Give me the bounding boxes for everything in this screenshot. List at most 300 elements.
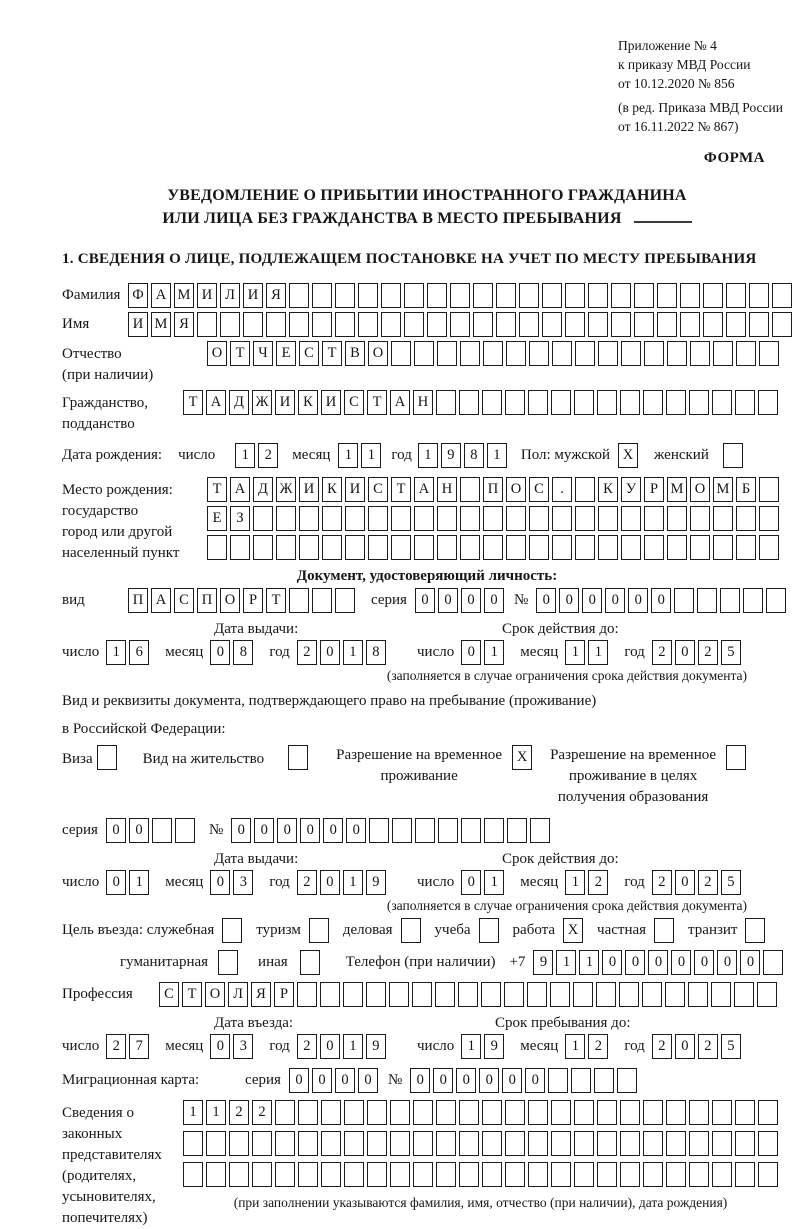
char-cell[interactable] <box>415 818 435 843</box>
char-cell[interactable]: 0 <box>671 950 691 975</box>
char-cell[interactable] <box>690 341 710 366</box>
char-cell[interactable] <box>483 341 503 366</box>
char-cell[interactable] <box>207 535 227 560</box>
char-cell[interactable] <box>414 535 434 560</box>
char-cell[interactable]: И <box>321 390 341 415</box>
char-cell[interactable] <box>391 506 411 531</box>
char-cell[interactable]: М <box>174 283 194 308</box>
char-cell[interactable] <box>598 506 618 531</box>
char-cell[interactable] <box>460 506 480 531</box>
residence-expiry-year-input[interactable] <box>652 870 741 895</box>
char-cell[interactable] <box>528 1131 548 1156</box>
patronymic-input[interactable] <box>207 341 779 366</box>
char-cell[interactable]: 2 <box>652 640 672 665</box>
char-cell[interactable] <box>312 312 332 337</box>
char-cell[interactable] <box>484 818 504 843</box>
char-cell[interactable]: 0 <box>582 588 602 613</box>
purpose-work-checkbox[interactable]: X <box>563 918 583 943</box>
char-cell[interactable] <box>391 341 411 366</box>
char-cell[interactable] <box>312 283 332 308</box>
char-cell[interactable]: Т <box>183 390 203 415</box>
char-cell[interactable]: 0 <box>525 1068 545 1093</box>
char-cell[interactable] <box>643 390 663 415</box>
char-cell[interactable]: Я <box>174 312 194 337</box>
char-cell[interactable] <box>713 506 733 531</box>
residence-number-input[interactable] <box>231 818 550 843</box>
char-cell[interactable]: С <box>368 477 388 502</box>
char-cell[interactable] <box>529 535 549 560</box>
char-cell[interactable]: Т <box>230 341 250 366</box>
char-cell[interactable]: 1 <box>484 870 504 895</box>
char-cell[interactable] <box>505 390 525 415</box>
char-cell[interactable] <box>206 1131 226 1156</box>
char-cell[interactable] <box>450 312 470 337</box>
char-cell[interactable]: К <box>598 477 618 502</box>
migration-series-input[interactable] <box>289 1068 378 1093</box>
char-cell[interactable] <box>667 506 687 531</box>
char-cell[interactable] <box>427 312 447 337</box>
char-cell[interactable] <box>506 535 526 560</box>
char-cell[interactable] <box>642 982 662 1007</box>
char-cell[interactable] <box>460 341 480 366</box>
char-cell[interactable]: 1 <box>484 640 504 665</box>
char-cell[interactable] <box>665 982 685 1007</box>
char-cell[interactable]: 0 <box>717 950 737 975</box>
char-cell[interactable] <box>620 1162 640 1187</box>
char-cell[interactable] <box>412 982 432 1007</box>
char-cell[interactable]: И <box>197 283 217 308</box>
char-cell[interactable] <box>528 390 548 415</box>
char-cell[interactable] <box>505 1162 525 1187</box>
char-cell[interactable] <box>435 982 455 1007</box>
char-cell[interactable]: А <box>390 390 410 415</box>
char-cell[interactable] <box>506 506 526 531</box>
char-cell[interactable] <box>391 535 411 560</box>
char-cell[interactable] <box>644 341 664 366</box>
char-cell[interactable] <box>657 312 677 337</box>
char-cell[interactable] <box>289 312 309 337</box>
birth-place-line1-input[interactable] <box>207 477 779 502</box>
char-cell[interactable]: Д <box>229 390 249 415</box>
char-cell[interactable]: Н <box>437 477 457 502</box>
char-cell[interactable] <box>666 1162 686 1187</box>
char-cell[interactable]: 0 <box>694 950 714 975</box>
stay-month-input[interactable] <box>565 1034 608 1059</box>
char-cell[interactable] <box>460 535 480 560</box>
char-cell[interactable] <box>528 1100 548 1125</box>
char-cell[interactable] <box>711 982 731 1007</box>
char-cell[interactable] <box>152 818 172 843</box>
char-cell[interactable] <box>597 1131 617 1156</box>
birth-day-input[interactable] <box>235 443 278 468</box>
char-cell[interactable]: 0 <box>358 1068 378 1093</box>
char-cell[interactable]: С <box>529 477 549 502</box>
char-cell[interactable]: Л <box>220 283 240 308</box>
sex-female-checkbox[interactable] <box>723 443 743 468</box>
entry-day-input[interactable] <box>106 1034 149 1059</box>
char-cell[interactable]: Я <box>251 982 271 1007</box>
char-cell[interactable]: 1 <box>556 950 576 975</box>
char-cell[interactable]: 5 <box>721 1034 741 1059</box>
char-cell[interactable] <box>772 283 792 308</box>
char-cell[interactable] <box>459 1100 479 1125</box>
char-cell[interactable] <box>680 312 700 337</box>
char-cell[interactable] <box>183 1162 203 1187</box>
char-cell[interactable]: 1 <box>461 1034 481 1059</box>
char-cell[interactable] <box>667 535 687 560</box>
char-cell[interactable] <box>588 312 608 337</box>
char-cell[interactable]: 0 <box>484 588 504 613</box>
char-cell[interactable] <box>404 283 424 308</box>
char-cell[interactable]: 5 <box>721 640 741 665</box>
char-cell[interactable] <box>496 283 516 308</box>
char-cell[interactable] <box>335 283 355 308</box>
char-cell[interactable]: Л <box>228 982 248 1007</box>
char-cell[interactable]: 1 <box>235 443 255 468</box>
char-cell[interactable] <box>726 312 746 337</box>
char-cell[interactable]: 0 <box>438 588 458 613</box>
char-cell[interactable] <box>643 1100 663 1125</box>
char-cell[interactable] <box>757 982 777 1007</box>
char-cell[interactable] <box>358 283 378 308</box>
char-cell[interactable]: 2 <box>698 640 718 665</box>
birth-month-input[interactable] <box>338 443 381 468</box>
char-cell[interactable] <box>482 1100 502 1125</box>
char-cell[interactable]: 1 <box>343 640 363 665</box>
char-cell[interactable] <box>712 390 732 415</box>
char-cell[interactable] <box>598 341 618 366</box>
char-cell[interactable]: 0 <box>346 818 366 843</box>
char-cell[interactable]: 0 <box>210 640 230 665</box>
char-cell[interactable] <box>758 1162 778 1187</box>
char-cell[interactable]: 0 <box>289 1068 309 1093</box>
char-cell[interactable] <box>275 1131 295 1156</box>
char-cell[interactable]: Б <box>736 477 756 502</box>
residence-issue-month-input[interactable] <box>210 870 253 895</box>
char-cell[interactable] <box>689 390 709 415</box>
char-cell[interactable] <box>690 506 710 531</box>
purpose-study-checkbox[interactable] <box>479 918 499 943</box>
char-cell[interactable]: 1 <box>343 1034 363 1059</box>
char-cell[interactable] <box>230 535 250 560</box>
char-cell[interactable] <box>617 1068 637 1093</box>
char-cell[interactable] <box>368 506 388 531</box>
char-cell[interactable]: 0 <box>456 1068 476 1093</box>
char-cell[interactable]: С <box>299 341 319 366</box>
char-cell[interactable] <box>712 1100 732 1125</box>
char-cell[interactable] <box>689 1100 709 1125</box>
phone-input[interactable] <box>533 950 783 975</box>
char-cell[interactable]: О <box>220 588 240 613</box>
doc-series-input[interactable] <box>415 588 504 613</box>
char-cell[interactable] <box>527 982 547 1007</box>
char-cell[interactable] <box>574 1100 594 1125</box>
visa-checkbox[interactable] <box>97 745 117 770</box>
char-cell[interactable]: 9 <box>366 1034 386 1059</box>
char-cell[interactable] <box>551 1100 571 1125</box>
char-cell[interactable] <box>680 283 700 308</box>
char-cell[interactable]: П <box>483 477 503 502</box>
char-cell[interactable]: 0 <box>210 870 230 895</box>
char-cell[interactable]: 0 <box>605 588 625 613</box>
char-cell[interactable] <box>720 588 740 613</box>
char-cell[interactable] <box>482 390 502 415</box>
birth-place-line3-input[interactable] <box>207 535 779 560</box>
char-cell[interactable]: 1 <box>418 443 438 468</box>
stay-day-input[interactable] <box>461 1034 504 1059</box>
char-cell[interactable] <box>252 1162 272 1187</box>
char-cell[interactable]: 0 <box>628 588 648 613</box>
char-cell[interactable] <box>703 312 723 337</box>
char-cell[interactable]: 8 <box>464 443 484 468</box>
char-cell[interactable]: 2 <box>652 1034 672 1059</box>
char-cell[interactable] <box>763 950 783 975</box>
char-cell[interactable]: Т <box>322 341 342 366</box>
entry-year-input[interactable] <box>297 1034 386 1059</box>
char-cell[interactable] <box>528 1162 548 1187</box>
char-cell[interactable] <box>758 1131 778 1156</box>
char-cell[interactable] <box>749 283 769 308</box>
char-cell[interactable]: 1 <box>565 640 585 665</box>
char-cell[interactable]: 0 <box>651 588 671 613</box>
char-cell[interactable] <box>367 1162 387 1187</box>
char-cell[interactable] <box>542 312 562 337</box>
char-cell[interactable] <box>381 283 401 308</box>
char-cell[interactable] <box>634 312 654 337</box>
char-cell[interactable] <box>736 535 756 560</box>
char-cell[interactable] <box>345 535 365 560</box>
char-cell[interactable]: 1 <box>106 640 126 665</box>
char-cell[interactable] <box>734 982 754 1007</box>
char-cell[interactable] <box>460 477 480 502</box>
char-cell[interactable] <box>574 390 594 415</box>
char-cell[interactable] <box>298 1131 318 1156</box>
char-cell[interactable] <box>759 341 779 366</box>
char-cell[interactable] <box>689 1131 709 1156</box>
char-cell[interactable]: Т <box>207 477 227 502</box>
expiry-month-input[interactable] <box>565 640 608 665</box>
char-cell[interactable]: К <box>322 477 342 502</box>
char-cell[interactable] <box>483 535 503 560</box>
char-cell[interactable] <box>298 1162 318 1187</box>
char-cell[interactable] <box>175 818 195 843</box>
char-cell[interactable] <box>436 1162 456 1187</box>
char-cell[interactable]: 0 <box>300 818 320 843</box>
char-cell[interactable]: 2 <box>106 1034 126 1059</box>
char-cell[interactable] <box>594 1068 614 1093</box>
char-cell[interactable]: 0 <box>320 870 340 895</box>
char-cell[interactable] <box>506 341 526 366</box>
char-cell[interactable] <box>713 535 733 560</box>
char-cell[interactable] <box>573 982 593 1007</box>
char-cell[interactable] <box>666 1131 686 1156</box>
char-cell[interactable]: 0 <box>254 818 274 843</box>
residence-expiry-day-input[interactable] <box>461 870 504 895</box>
char-cell[interactable]: 6 <box>129 640 149 665</box>
char-cell[interactable]: А <box>206 390 226 415</box>
temp-residence-checkbox[interactable]: X <box>512 745 532 770</box>
char-cell[interactable] <box>276 506 296 531</box>
char-cell[interactable]: 0 <box>320 1034 340 1059</box>
char-cell[interactable]: Ч <box>253 341 273 366</box>
char-cell[interactable] <box>565 312 585 337</box>
char-cell[interactable]: С <box>344 390 364 415</box>
char-cell[interactable] <box>736 506 756 531</box>
char-cell[interactable] <box>253 506 273 531</box>
char-cell[interactable] <box>413 1100 433 1125</box>
char-cell[interactable]: 1 <box>338 443 358 468</box>
char-cell[interactable]: 2 <box>297 640 317 665</box>
char-cell[interactable]: 0 <box>502 1068 522 1093</box>
char-cell[interactable] <box>344 1131 364 1156</box>
purpose-humanitarian-checkbox[interactable] <box>218 950 238 975</box>
char-cell[interactable] <box>289 588 309 613</box>
profession-input[interactable] <box>159 982 777 1007</box>
purpose-commercial-checkbox[interactable] <box>401 918 421 943</box>
char-cell[interactable]: З <box>230 506 250 531</box>
char-cell[interactable] <box>368 535 388 560</box>
char-cell[interactable]: 0 <box>129 818 149 843</box>
temp-residence-education-checkbox[interactable] <box>726 745 746 770</box>
expiry-day-input[interactable] <box>461 640 504 665</box>
char-cell[interactable]: А <box>151 588 171 613</box>
purpose-tourism-checkbox[interactable] <box>309 918 329 943</box>
doc-number-input[interactable] <box>536 588 786 613</box>
char-cell[interactable] <box>620 390 640 415</box>
char-cell[interactable]: 9 <box>441 443 461 468</box>
char-cell[interactable]: Р <box>274 982 294 1007</box>
char-cell[interactable]: Н <box>413 390 433 415</box>
char-cell[interactable] <box>335 588 355 613</box>
char-cell[interactable] <box>571 1068 591 1093</box>
char-cell[interactable]: 3 <box>233 1034 253 1059</box>
residence-permit-checkbox[interactable] <box>288 745 308 770</box>
char-cell[interactable] <box>299 506 319 531</box>
char-cell[interactable]: 1 <box>361 443 381 468</box>
char-cell[interactable] <box>735 1131 755 1156</box>
purpose-business-checkbox[interactable] <box>222 918 242 943</box>
char-cell[interactable] <box>275 1162 295 1187</box>
entry-month-input[interactable] <box>210 1034 253 1059</box>
char-cell[interactable] <box>621 535 641 560</box>
char-cell[interactable] <box>620 1100 640 1125</box>
char-cell[interactable] <box>496 312 516 337</box>
char-cell[interactable] <box>505 1100 525 1125</box>
char-cell[interactable] <box>473 283 493 308</box>
char-cell[interactable]: И <box>128 312 148 337</box>
char-cell[interactable] <box>229 1131 249 1156</box>
migration-number-input[interactable] <box>410 1068 637 1093</box>
char-cell[interactable] <box>712 1162 732 1187</box>
char-cell[interactable]: 1 <box>588 640 608 665</box>
char-cell[interactable]: О <box>690 477 710 502</box>
char-cell[interactable] <box>643 1162 663 1187</box>
char-cell[interactable] <box>298 1100 318 1125</box>
char-cell[interactable]: 0 <box>106 870 126 895</box>
char-cell[interactable] <box>321 1100 341 1125</box>
char-cell[interactable] <box>644 506 664 531</box>
char-cell[interactable] <box>598 535 618 560</box>
char-cell[interactable] <box>666 390 686 415</box>
char-cell[interactable] <box>220 312 240 337</box>
char-cell[interactable] <box>366 982 386 1007</box>
char-cell[interactable]: 0 <box>433 1068 453 1093</box>
issue-day-input[interactable] <box>106 640 149 665</box>
char-cell[interactable]: 8 <box>366 640 386 665</box>
char-cell[interactable] <box>736 341 756 366</box>
char-cell[interactable] <box>312 588 332 613</box>
char-cell[interactable] <box>611 312 631 337</box>
char-cell[interactable]: В <box>345 341 365 366</box>
char-cell[interactable]: 2 <box>588 1034 608 1059</box>
char-cell[interactable] <box>749 312 769 337</box>
char-cell[interactable] <box>482 1162 502 1187</box>
char-cell[interactable] <box>542 283 562 308</box>
char-cell[interactable] <box>565 283 585 308</box>
char-cell[interactable]: 0 <box>675 1034 695 1059</box>
char-cell[interactable]: Ж <box>252 390 272 415</box>
char-cell[interactable] <box>551 1131 571 1156</box>
char-cell[interactable]: О <box>506 477 526 502</box>
char-cell[interactable] <box>552 341 572 366</box>
char-cell[interactable]: И <box>275 390 295 415</box>
char-cell[interactable] <box>252 1131 272 1156</box>
char-cell[interactable] <box>413 1131 433 1156</box>
char-cell[interactable] <box>552 535 572 560</box>
char-cell[interactable]: А <box>230 477 250 502</box>
char-cell[interactable]: Е <box>276 341 296 366</box>
char-cell[interactable] <box>344 1100 364 1125</box>
char-cell[interactable]: 1 <box>206 1100 226 1125</box>
char-cell[interactable]: Р <box>243 588 263 613</box>
char-cell[interactable] <box>620 1131 640 1156</box>
char-cell[interactable]: 0 <box>740 950 760 975</box>
char-cell[interactable] <box>530 818 550 843</box>
char-cell[interactable] <box>381 312 401 337</box>
char-cell[interactable]: 1 <box>565 1034 585 1059</box>
char-cell[interactable]: О <box>207 341 227 366</box>
char-cell[interactable] <box>482 1131 502 1156</box>
given-name-input[interactable] <box>128 312 792 337</box>
char-cell[interactable] <box>414 506 434 531</box>
char-cell[interactable] <box>574 1131 594 1156</box>
char-cell[interactable]: О <box>368 341 388 366</box>
char-cell[interactable]: 2 <box>588 870 608 895</box>
char-cell[interactable]: М <box>713 477 733 502</box>
char-cell[interactable] <box>505 1131 525 1156</box>
representatives-line3-input[interactable] <box>183 1162 778 1187</box>
char-cell[interactable]: 0 <box>559 588 579 613</box>
char-cell[interactable]: 0 <box>312 1068 332 1093</box>
char-cell[interactable]: 1 <box>343 870 363 895</box>
char-cell[interactable] <box>552 506 572 531</box>
char-cell[interactable]: О <box>205 982 225 1007</box>
char-cell[interactable]: 0 <box>602 950 622 975</box>
char-cell[interactable]: 2 <box>258 443 278 468</box>
char-cell[interactable] <box>414 341 434 366</box>
char-cell[interactable]: А <box>414 477 434 502</box>
char-cell[interactable]: 7 <box>129 1034 149 1059</box>
representatives-line1-input[interactable] <box>183 1100 778 1125</box>
char-cell[interactable] <box>436 390 456 415</box>
char-cell[interactable]: М <box>667 477 687 502</box>
char-cell[interactable] <box>367 1100 387 1125</box>
char-cell[interactable] <box>321 1162 341 1187</box>
char-cell[interactable] <box>690 535 710 560</box>
char-cell[interactable] <box>481 982 501 1007</box>
char-cell[interactable]: Р <box>644 477 664 502</box>
char-cell[interactable]: Д <box>253 477 273 502</box>
